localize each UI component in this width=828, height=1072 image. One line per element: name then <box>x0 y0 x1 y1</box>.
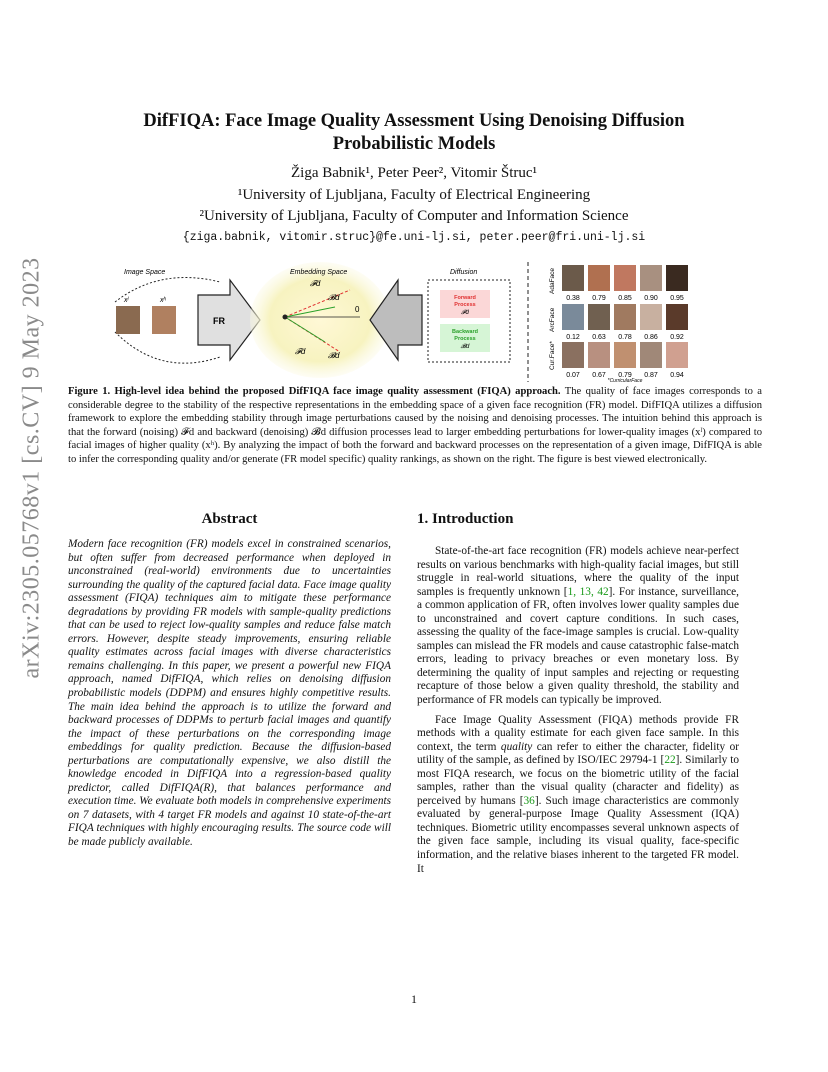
forward-line-3: 𝓕d <box>461 310 469 316</box>
bd-bottom-label: 𝓑d <box>328 351 340 360</box>
backward-line-1: Backward <box>452 329 478 335</box>
intro-body <box>417 545 739 882</box>
score-2-4: 0.94 <box>670 372 684 379</box>
curricularface-footnote: *CurricularFace <box>607 378 643 382</box>
zero-label: 0 <box>355 305 360 314</box>
intro-paragraph-1: State-of-the-art face recognition (FR) models achieve near-perfect results on various benchmarks with high-quality facial images, but still struggle in real-world situations, where the quality of the input samples is frequently unknown [1, 13, 42]. For instance, surveillance, a common application of FR, often involves lower quality samples due to unconstrained and covert capture conditions. In such cases, assessing the quality of the face-image samples is crucial. Low-quality samples can mislead the FR models and cause catastrophic false-match errors, leading to privacy breaches or even monetary loss. By determining the quality of input samples and rejecting or requesting recapture of those below a given quality threshold, the stability and performance of FR models can typically be improved. <box>417 545 739 707</box>
bd-top-label: 𝓑d <box>328 293 340 302</box>
score-0-3: 0.90 <box>644 295 658 302</box>
abstract-body: Modern face recognition (FR) models excel in constrained scenarios, but often suffer from decreased performance when deployed in unconstrained (real-world) environments due to uncertainties surrounding the quality of the captured facial data. Face image quality assessment (FIQA) techniques aim to mitigate these performance degradations by providing FR models with sample-quality predictions that can be used to reject low-quality samples and reduce false match errors. However, despite steady improvements, ensuring reliable quality estimates across facial images with diverse characteristics remains challenging. In this paper, we present a powerful new FIQA approach, named DifFIQA, which relies on denoising diffusion probabilistic models (DDPM) and ensures highly competitive results. The main idea behind the approach is to utilize the forward and backward processes of DDPMs to perturb facial images and quantify the impact of these perturbations on the corresponding image embeddings for quality prediction. Because the diffusion-based perturbations are computationally expensive, we also distill the knowledge encoded in DifFIQA into a regression-based quality predictor, called DifFIQA(R), that balances performance and execution time. We evaluate both models in comprehensive experiments on 7 datasets, with 4 target FR models and against 10 state-of-the-art FIQA techniques with highly encouraging results. The source code will be made publicly available. <box>68 538 391 849</box>
fd-bottom-label: 𝓕d <box>295 347 306 356</box>
score-1-1: 0.63 <box>592 334 606 341</box>
title-line-2: Probabilistic Models <box>332 134 496 154</box>
figure-caption <box>68 385 762 467</box>
author-emails: {ziga.babnik, vitomir.struc}@fe.uni-lj.si, peter.peer@fri.uni-lj.si <box>182 231 646 244</box>
score-2-3: 0.87 <box>644 372 658 379</box>
score-1-0: 0.12 <box>566 334 580 341</box>
score-0-4: 0.95 <box>670 295 684 302</box>
score-2-2: 0.79 <box>618 372 632 379</box>
score-0-2: 0.85 <box>618 295 632 302</box>
face-low-quality <box>116 306 140 334</box>
affiliation-1: ¹University of Ljubljana, Faculty of Electrical Engineering <box>237 187 591 203</box>
intro-heading: 1. Introduction <box>417 511 514 527</box>
xl-label: xˡ <box>124 297 129 304</box>
fr-label: FR <box>213 316 225 326</box>
fd-top-label: 𝓕d <box>310 279 321 288</box>
backward-line-2: Process <box>454 336 476 342</box>
abstract-heading: Abstract <box>201 511 258 527</box>
paper-title <box>0 110 828 156</box>
page-number: 1 <box>411 992 417 1006</box>
embedding-origin <box>283 315 288 320</box>
score-1-3: 0.86 <box>644 334 658 341</box>
affiliation-2: ²University of Ljubljana, Faculty of Computer and Information Science <box>199 208 629 224</box>
caption-lead: Figure 1. High-level idea behind the proposed DifFIQA face image quality assessment (FIQA) approach. <box>68 386 561 397</box>
embedding-space-label: Embedding Space <box>290 269 348 276</box>
row-label-2: Cur.Face* <box>549 341 556 370</box>
forward-line-2: Process <box>454 302 476 308</box>
title-line-1: DifFIQA: Face Image Quality Assessment Using Denoising Diffusion <box>143 111 685 131</box>
citation-link[interactable]: 1, 13, 42 <box>567 585 609 598</box>
backward-line-3: 𝓑d <box>460 344 470 350</box>
face-high-quality <box>152 306 176 334</box>
arxiv-stamp <box>13 257 53 680</box>
figure-1 <box>110 262 740 382</box>
score-0-1: 0.79 <box>592 295 606 302</box>
citation-link[interactable]: 36 <box>523 794 535 807</box>
forward-line-1: Forward <box>454 295 476 301</box>
diffusion-label: Diffusion <box>450 269 478 276</box>
score-1-4: 0.92 <box>670 334 684 341</box>
face-grid <box>562 265 688 368</box>
intro-paragraph-2: Face Image Quality Assessment (FIQA) methods provide FR methods with a quality estimate for each given face sample. In this context, the term quality can refer to either the character, fidelity or utility of the sample, as defined by ISO/IEC 29794-1 [22]. Similarly to most FIQA research, we focus on the biometric utility of the facial samples, rather than the visual quality (character and fidelity) as perceived by humans [36]. Such image characteristics are commonly evaluated by general-purpose Image Quality Assessment (IQA) techniques. Biometric utility encompasses several unknown aspects of the given face sample, including its visual quality, face-specific information, and the relative biases inherent to the targeted FR model. It <box>417 713 739 875</box>
score-2-1: 0.67 <box>592 372 606 379</box>
xh-label: xʰ <box>160 297 166 304</box>
authors: Žiga Babnik¹, Peter Peer², Vitomir Štruc¹ <box>290 165 538 181</box>
arxiv-stamp-text: arXiv:2305.05768v1 [cs.CV] 9 May 2023 <box>18 257 45 679</box>
citation-link[interactable]: 22 <box>664 754 676 767</box>
score-1-2: 0.78 <box>618 334 632 341</box>
score-0-0: 0.38 <box>566 295 580 302</box>
image-space-label: Image Space <box>124 269 166 276</box>
caption-body: The quality of face images corresponds to a considerable degree to the stability of the respective representations in the embedding space of a given face recognition (FR) model. DifFIQA utilizes a diffusion framework to explore the embedding stability through image perturbations caused by the noising and denoising processes. The intuition behind this approach is that the forward (noising) 𝓕d and backward (denoising) 𝓑d diffusion processes lead to larger embedding perturbations for lower-quality images (xˡ) compared to facial images of higher quality (xʰ). By analyzing the impact of both the forward and backward processes on the representation of a given image, DifFIQA is able to infer the corresponding quality and/or generate (FR model specific) quality rankings, as shown on the right. The figure is best viewed electronically. <box>68 386 762 465</box>
score-2-0: 0.07 <box>566 372 580 379</box>
row-label-1: ArcFace <box>549 307 556 332</box>
row-label-0: AdaFace <box>549 267 556 294</box>
